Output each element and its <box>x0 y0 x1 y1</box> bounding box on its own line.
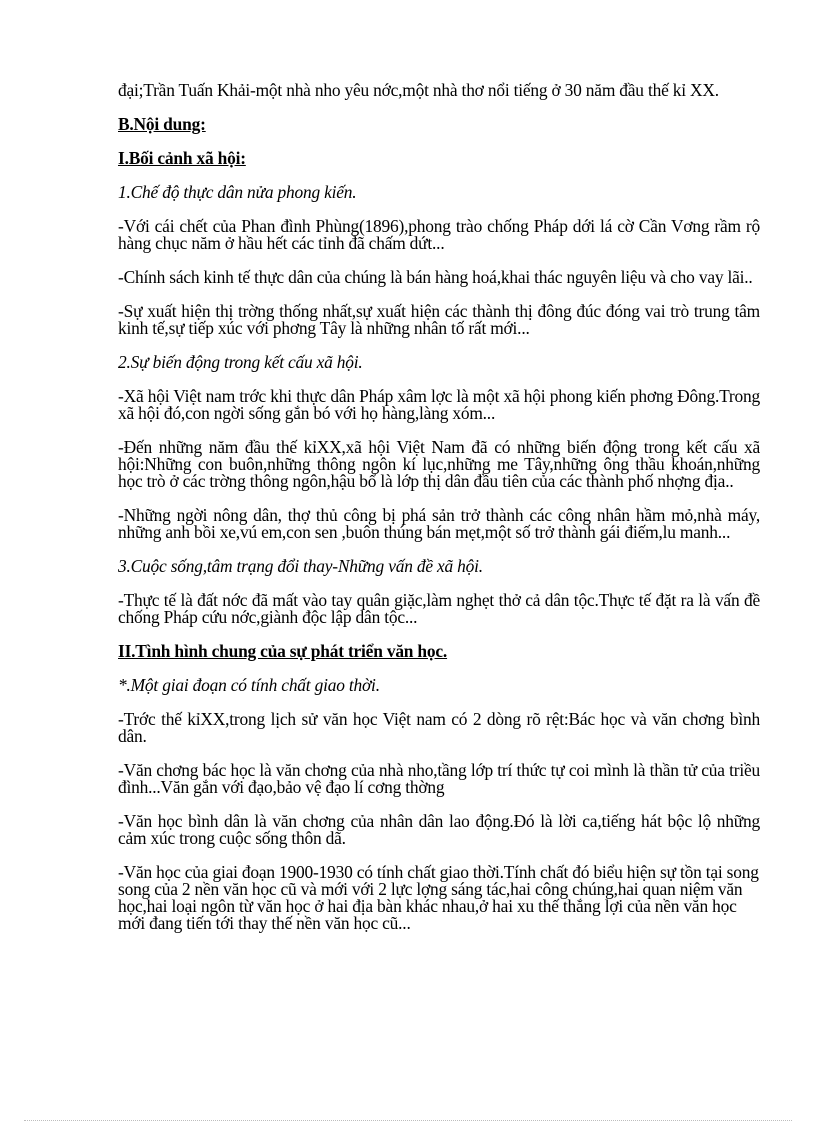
section-heading-content: B.Nội dung: <box>118 114 206 134</box>
paragraph: -Trớc thế kỉXX,trong lịch sử văn học Việt nam có 2 dòng rõ rệt:Bác học và văn chơng bình dân. <box>118 709 760 746</box>
paragraph: -Những ngời nông dân, thợ thủ công bị phá sản trở thành các công nhân hầm mỏ,nhà máy, những anh bồi xe,vú em,con sen ,buôn thúng bán mẹt,một số trở thành gái điếm,lu manh... <box>118 505 760 542</box>
paragraph: -Chính sách kinh tế thực dân của chúng là bán hàng hoá,khai thác nguyên liệu và cho vay lãi.. <box>118 267 753 287</box>
paragraph: -Văn học bình dân là văn chơng của nhân dân lao động.Đó là lời ca,tiếng hát bộc lộ những cảm xúc trong cuộc sống thôn dã. <box>118 811 760 848</box>
page-bottom-divider <box>24 1120 792 1121</box>
subheading-colonial-regime: 1.Chế độ thực dân nửa phong kiến. <box>118 182 357 202</box>
document-page <box>118 82 760 949</box>
paragraph: -Văn học của giai đoạn 1900-1930 có tính chất giao thời.Tính chất đó biểu hiện sự tồn tại song song của 2 nền văn học cũ và mới với 2 lực lợng sáng tác,hai công chúng,hai quan niệm văn học,hai loại ngôn từ văn học ở hai địa bàn khác nhau,ở hai xu thế thắng lợi của nền văn học mới đang tiến tới thay thế nền văn học cũ... <box>118 862 759 933</box>
paragraph: -Xã hội Việt nam trớc khi thực dân Pháp xâm lợc là một xã hội phong kiến phơng Đông.Trong xã hội đó,con ngời sống gắn bó với họ hàng,làng xóm... <box>118 386 760 423</box>
paragraph: -Đến những năm đầu thế kỉXX,xã hội Việt Nam đã có những biến động trong kết cấu xã hội:Những con buôn,những thông ngôn kí lục,những me Tây,những ông thầu khoán,những học trò ở các trờng thông ngôn,hậu bổ là lớp thị dân đầu tiên của các thành phố nhợng địa.. <box>118 437 760 491</box>
subheading-life-and-mood: 3.Cuộc sống,tâm trạng đổi thay-Những vấn đề xã hội. <box>118 556 483 576</box>
paragraph: -Văn chơng bác học là văn chơng của nhà nho,tầng lớp trí thức tự coi mình là thần tử của triều đình...Văn gắn với đạo,bảo vệ đạo lí cơng thờng <box>118 760 760 797</box>
paragraph: -Với cái chết của Phan đình Phùng(1896),phong trào chống Pháp dới lá cờ Cần Vơng rầm rộ hàng chục năm ở hầu hết các tỉnh đã chấm dứt... <box>118 216 760 253</box>
section-heading-social-context: I.Bối cảnh xã hội: <box>118 148 246 168</box>
subheading-transition-period: *.Một giai đoạn có tính chất giao thời. <box>118 675 380 695</box>
paragraph: -Thực tế là đất nớc đã mất vào tay quân giặc,làm nghẹt thở cả dân tộc.Thực tế đặt ra là vấn đề chống Pháp cứu nớc,giành độc lập dân tộc... <box>118 590 760 627</box>
intro-paragraph: đại;Trần Tuấn Khải-một nhà nho yêu nớc,một nhà thơ nổi tiếng ở 30 năm đầu thế kỉ XX. <box>118 80 719 100</box>
subheading-social-change: 2.Sự biến động trong kết cấu xã hội. <box>118 352 363 372</box>
section-heading-literature-development: II.Tình hình chung của sự phát triển văn học. <box>118 641 448 661</box>
paragraph: -Sự xuất hiện thị trờng thống nhất,sự xuất hiện các thành thị đông đúc đóng vai trò trung tâm kinh tế,sự tiếp xúc với phơng Tây là những nhân tố rất mới... <box>118 301 760 338</box>
